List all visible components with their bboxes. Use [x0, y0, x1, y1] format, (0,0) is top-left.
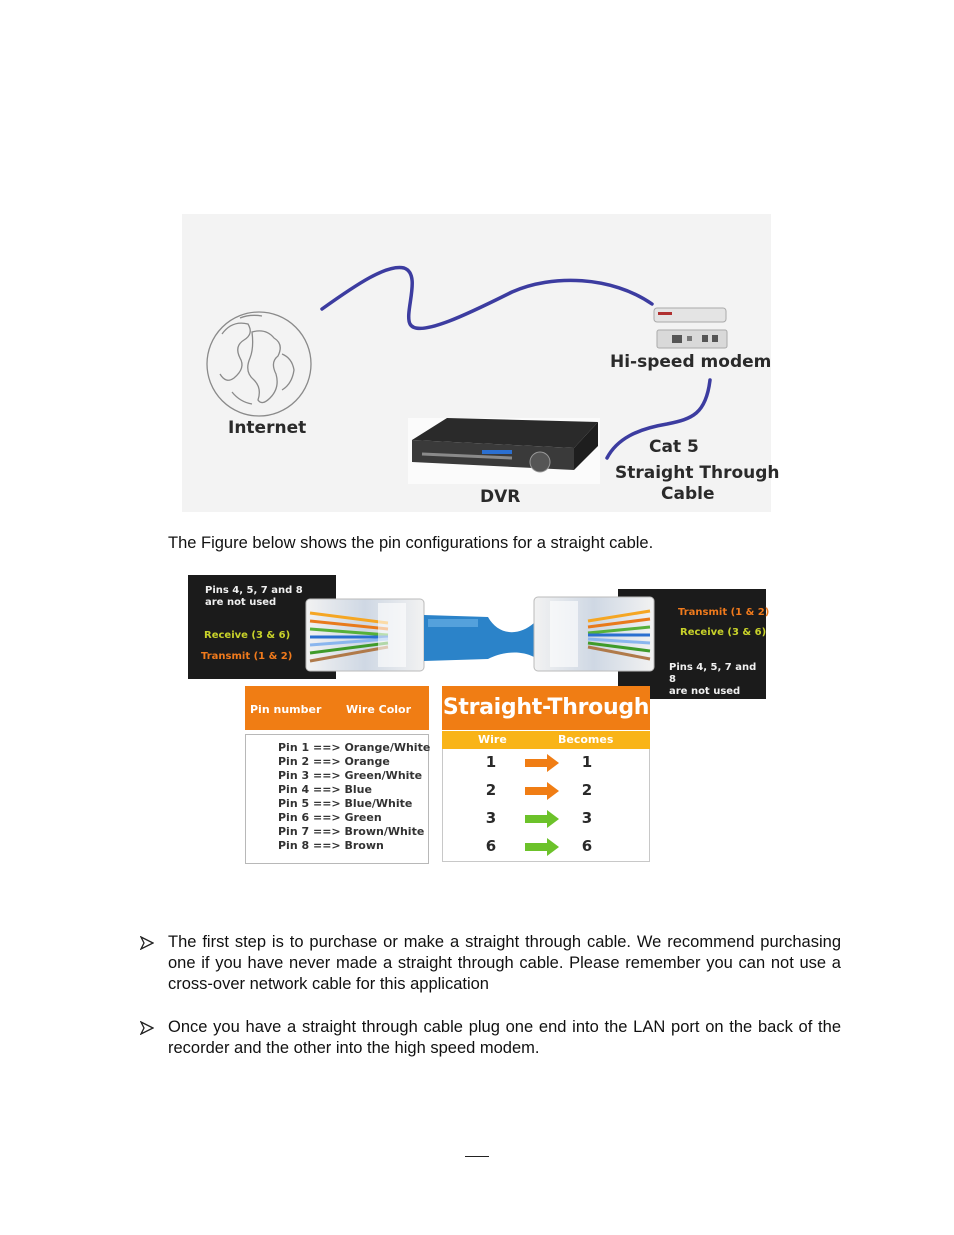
modem-label: Hi-speed modem — [610, 352, 772, 372]
left-unused-note-line2: are not used — [205, 597, 277, 608]
pin-row-3: Pin 3 ==> Green/White — [278, 769, 423, 782]
left-unused-note — [205, 585, 303, 609]
wire-6: 6 — [485, 837, 497, 855]
cable-label-line2: Straight Through — [615, 463, 780, 483]
becomes-3: 3 — [581, 809, 593, 827]
modem-icon — [654, 308, 727, 348]
becomes-header: Becomes — [558, 733, 614, 746]
arrow-bullet-icon — [140, 936, 154, 950]
arrow-right-icon — [525, 754, 559, 772]
becomes-6: 6 — [581, 837, 593, 855]
wire-header: Wire — [478, 733, 507, 746]
wire-2: 2 — [485, 781, 497, 799]
internet-label: Internet — [228, 418, 307, 438]
pin-color-table — [245, 686, 429, 863]
left-unused-note-line1: Pins 4, 5, 7 and 8 — [205, 585, 303, 596]
straight-through-title: Straight-Through — [442, 686, 650, 730]
right-unused-note — [669, 662, 766, 698]
pin-number-header: Pin number — [250, 703, 322, 716]
arrow-right-icon — [525, 810, 559, 828]
straight-through-table — [442, 686, 650, 863]
arrow-right-icon — [525, 838, 559, 856]
pin-row-2: Pin 2 ==> Orange — [278, 755, 390, 768]
cable-label-line3: Cable — [661, 484, 715, 504]
left-transmit-label: Transmit (1 & 2) — [201, 651, 293, 662]
cable-label-line1: Cat 5 — [649, 437, 699, 457]
pin-configuration-figure — [188, 575, 770, 867]
dvr-label: DVR — [480, 487, 521, 507]
figure-caption: The Figure below shows the pin configurations for a straight cable. — [168, 534, 654, 552]
left-receive-label: Receive (3 & 6) — [204, 630, 291, 641]
right-receive-label: Receive (3 & 6) — [680, 627, 767, 638]
globe-icon — [207, 312, 311, 416]
arrows-column — [523, 749, 563, 861]
bullet-text-2: Once you have a straight through cable plug one end into the LAN port on the back of the recorder and the other into the high speed modem. — [168, 1018, 841, 1057]
pin-row-5: Pin 5 ==> Blue/White — [278, 797, 413, 810]
straight-through-subheader — [442, 731, 650, 749]
pin-table-body — [245, 734, 429, 864]
page-number-rule — [465, 1156, 489, 1157]
wire-3: 3 — [485, 809, 497, 827]
pin-row-4: Pin 4 ==> Blue — [278, 783, 372, 796]
wire-1: 1 — [485, 753, 497, 771]
right-unused-note-line1: Pins 4, 5, 7 and 8 — [669, 662, 757, 685]
right-unused-note-line2: are not used — [669, 686, 741, 697]
becomes-2: 2 — [581, 781, 593, 799]
network-diagram — [182, 214, 780, 512]
right-transmit-label: Transmit (1 & 2) — [678, 607, 770, 618]
arrow-right-icon — [525, 782, 559, 800]
internet-cable — [322, 267, 652, 328]
pin-row-6: Pin 6 ==> Green — [278, 811, 382, 824]
pin-row-1: Pin 1 ==> Orange/White — [278, 741, 431, 754]
wire-color-header: Wire Color — [346, 703, 412, 716]
pin-row-8: Pin 8 ==> Brown — [278, 839, 384, 852]
becomes-1: 1 — [581, 753, 593, 771]
straight-through-body — [442, 749, 650, 862]
dvr-icon — [408, 418, 600, 484]
pin-table-header — [245, 686, 429, 730]
arrow-bullet-icon — [140, 1021, 154, 1035]
bullet-text-1: The first step is to purchase or make a straight through cable. We recommend purchasing one if you have never made a straight through cable. Please remember you can not use a cross-over network cable for this application — [168, 933, 841, 993]
pin-row-7: Pin 7 ==> Brown/White — [278, 825, 425, 838]
